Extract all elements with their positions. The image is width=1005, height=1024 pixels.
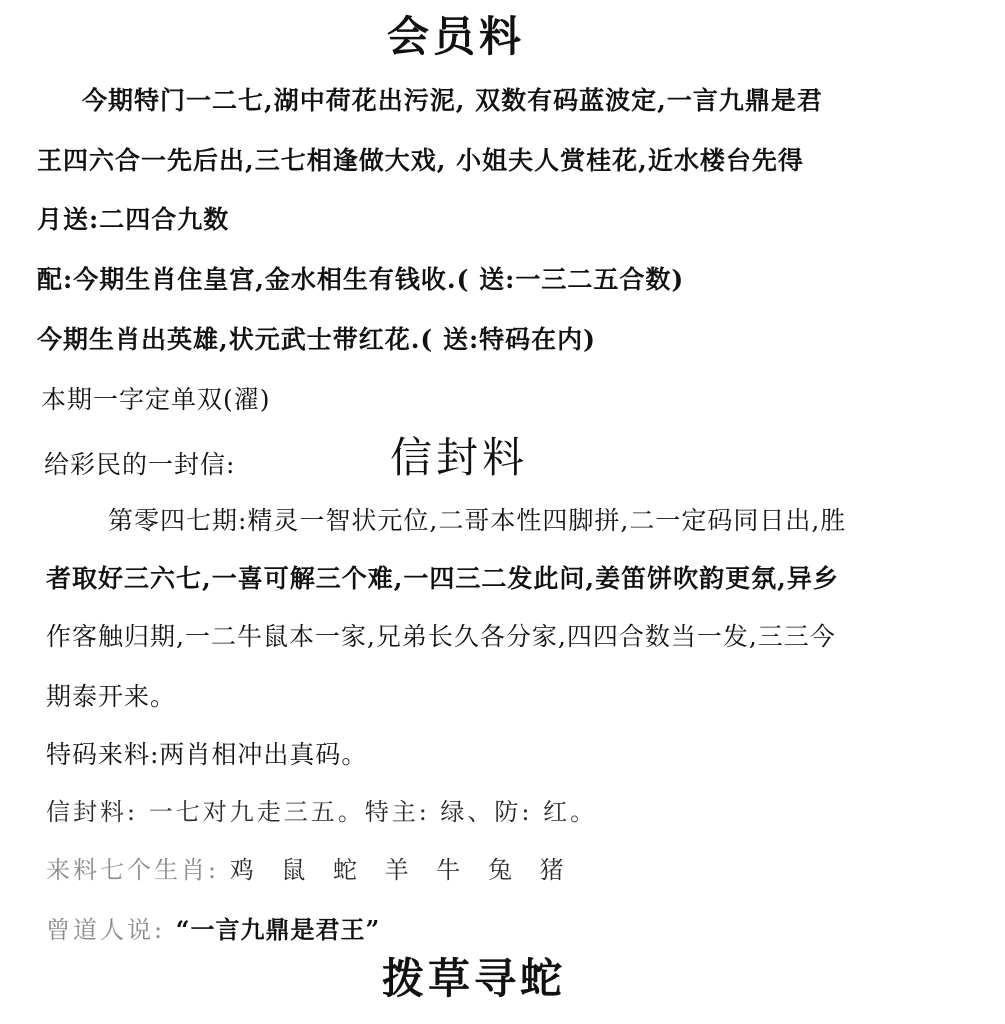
zodiac-item: 猪 — [539, 856, 567, 884]
letter-title: 信封料 — [390, 433, 529, 482]
letter-body-line-2: 者取好三六七,一喜可解三个难,一四三二发此问,姜笛饼吹韵更氛,异乡 — [46, 564, 839, 593]
letter-body-line-1: 第零四七期:精灵一智状元位,二哥本性四脚拼,二一定码同日出,胜 — [108, 506, 847, 535]
letter-intro: 给彩民的一封信: — [44, 450, 236, 479]
letter-body-line-3: 作客触归期,一二牛鼠本一家,兄弟长久各分家,四四合数当一发,三三今 — [46, 622, 836, 651]
zodiac-item: 兔 — [487, 856, 515, 884]
seven-zodiac-label: 来料七个生肖: — [46, 856, 220, 884]
taoist-line — [46, 915, 381, 944]
zodiac-item: 鸡 — [229, 856, 257, 884]
grass-title: 拨草寻蛇 — [382, 954, 567, 1003]
member-line-3: 月送:二四合九数 — [37, 205, 230, 234]
zodiac-item: 牛 — [436, 856, 464, 884]
zodiac-item: 鼠 — [281, 856, 309, 884]
zodiac-item: 羊 — [384, 856, 412, 884]
member-line-1: 今期特门一二七,湖中荷花出污泥, 双数有码蓝波定,一言九鼎是君 — [82, 86, 823, 115]
zodiac-item: 蛇 — [333, 856, 361, 884]
envelope-line: 信封料: 一七对九走三五。特主: 绿、防: 红。 — [46, 798, 598, 826]
taoist-quote: “一言九鼎是君王” — [175, 915, 381, 944]
taoist-label: 曾道人说: — [46, 916, 166, 944]
member-line-2: 王四六合一先后出,三七相逢做大戏, 小姐夫人赏桂花,近水楼台先得 — [37, 146, 804, 175]
member-title: 会员料 — [387, 12, 526, 61]
special-code-line: 特码来料:两肖相冲出真码。 — [46, 740, 368, 769]
seven-zodiac-line — [46, 858, 581, 882]
single-double-line: 本期一字定单双(濯) — [41, 385, 271, 414]
member-line-4: 配:今期生肖住皇宫,金水相生有钱收.( 送:一三二五合数) — [37, 265, 685, 294]
member-line-5: 今期生肖出英雄,状元武士带红花.( 送:特码在内) — [37, 325, 596, 354]
letter-body-line-4: 期泰开来。 — [46, 682, 177, 711]
